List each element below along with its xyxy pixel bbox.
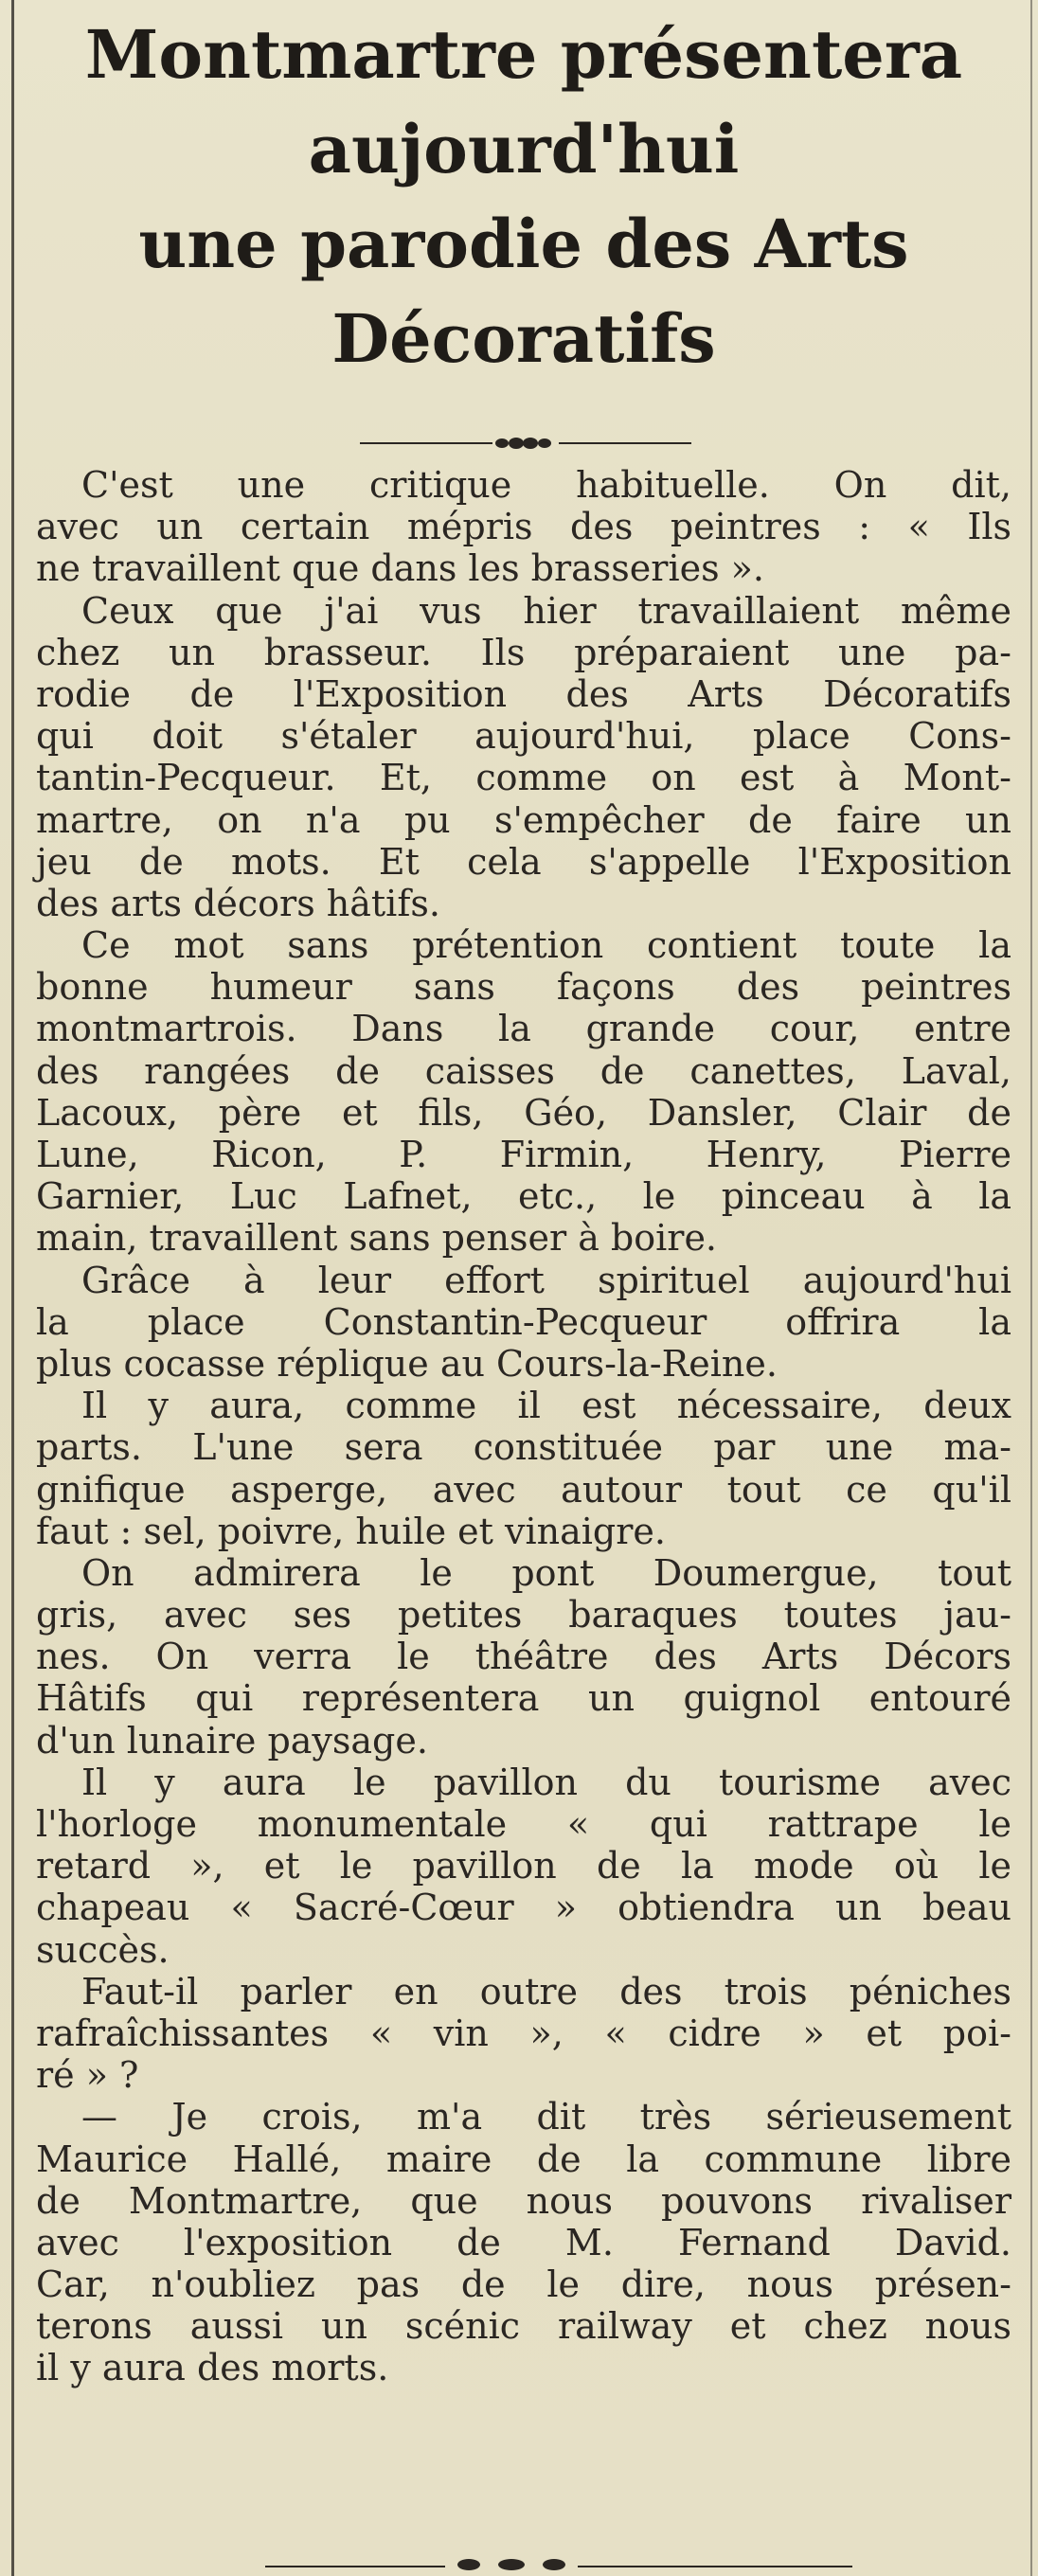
- article-line: des rangées de caisses de canettes, Laval,: [36, 1049, 1011, 1092]
- article-line: des arts décors hâtifs.: [36, 882, 440, 924]
- article-line: gnifique asperge, avec autour tout ce qu'il: [36, 1468, 1011, 1511]
- article-line: jeu de mots. Et cela s'appelle l'Exposition: [36, 840, 1011, 883]
- article-line: l'horloge monumentale « qui rattrape le: [36, 1803, 1011, 1845]
- bottom-rule-icon: [265, 2557, 852, 2570]
- article-line: succès.: [36, 1928, 170, 1971]
- article-line: Faut-il parler en outre des trois péniches: [81, 1970, 1011, 2012]
- article-line: C'est une critique habituelle. On dit,: [81, 464, 1011, 506]
- headline-line: Montmartre présentera: [84, 15, 963, 94]
- article-line: Hâtifs qui représentera un guignol entouré: [36, 1677, 1011, 1720]
- column-rule-left: [11, 0, 14, 2576]
- article-line: main, travaillent sans penser à boire.: [36, 1217, 718, 1260]
- article-line: Maurice Hallé, maire de la commune libre: [36, 2138, 1011, 2180]
- article-line: gris, avec ses petites baraques toutes jau-: [36, 1594, 1011, 1637]
- article-line: rodie de l'Exposition des Arts Décoratifs: [36, 672, 1011, 715]
- article-line: Lune, Ricon, P. Firmin, Henry, Pierre: [36, 1134, 1011, 1175]
- article-line: terons aussi un scénic railway et chez nous: [36, 2305, 1011, 2348]
- headline: [28, 8, 1019, 386]
- headline-line: Décoratifs: [331, 299, 716, 378]
- article-line: qui doit s'étaler aujourd'hui, place Cons-: [36, 715, 1011, 758]
- article-line: plus cocasse réplique au Cours-la-Reine.: [36, 1342, 778, 1385]
- article-line: avec un certain mépris des peintres : « Ils: [36, 506, 1011, 548]
- article-line: retard », et le pavillon de la mode où le: [36, 1845, 1011, 1887]
- article-line: Car, n'oubliez pas de le dire, nous présen-: [36, 2263, 1011, 2306]
- article-line: martre, on n'a pu s'empêcher de faire un: [36, 798, 1011, 841]
- article-line: — Je crois, m'a dit très sérieusement: [81, 2096, 1011, 2138]
- article-line: d'un lunaire paysage.: [36, 1719, 428, 1762]
- article-line: On admirera le pont Doumergue, tout: [81, 1551, 1011, 1594]
- article-line: parts. L'une sera constituée par une ma-: [36, 1426, 1011, 1469]
- article-line: il y aura des morts.: [36, 2347, 389, 2389]
- article-line: nes. On verra le théâtre des Arts Décors: [36, 1636, 1011, 1678]
- article-line: ne travaillent que dans les brasseries ».: [36, 547, 764, 590]
- ornamental-rule-icon: [360, 432, 691, 455]
- article-line: montmartrois. Dans la grande cour, entre: [36, 1008, 1011, 1050]
- headline-line: une parodie des Arts: [138, 205, 909, 283]
- article-body: [36, 464, 1011, 2389]
- article-line: tantin-Pecqueur. Et, comme on est à Mont-: [36, 757, 1011, 799]
- article-line: avec l'exposition de M. Fernand David.: [36, 2221, 1011, 2263]
- article-line: Lacoux, père et fils, Géo, Dansler, Clair de: [36, 1091, 1011, 1134]
- article-line: Il y aura, comme il est nécessaire, deux: [81, 1385, 1011, 1427]
- article-line: Ce mot sans prétention contient toute la: [81, 924, 1011, 967]
- article-line: de Montmartre, que nous pouvons rivaliser: [36, 2179, 1011, 2222]
- article-line: Ceux que j'ai vus hier travaillaient même: [81, 589, 1011, 632]
- article-line: la place Constantin-Pecqueur offrira la: [36, 1300, 1011, 1343]
- column-rule-right: [1030, 0, 1032, 2576]
- article-line: Grâce à leur effort spirituel aujourd'hui: [81, 1259, 1011, 1301]
- article-line: chez un brasseur. Ils préparaient une pa-: [36, 631, 1011, 673]
- article-line: rafraîchissantes « vin », « cidre » et poi-: [36, 2012, 1011, 2054]
- article-line: ré » ?: [36, 2054, 139, 2097]
- article-line: Garnier, Luc Lafnet, etc., le pinceau à la: [36, 1175, 1011, 1218]
- article-line: Il y aura le pavillon du tourisme avec: [81, 1761, 1011, 1803]
- article-line: chapeau « Sacré-Cœur » obtiendra un beau: [36, 1887, 1011, 1929]
- headline-line: aujourd'hui: [308, 110, 740, 188]
- article-line: bonne humeur sans façons des peintres: [36, 966, 1011, 1009]
- article-line: faut : sel, poivre, huile et vinaigre.: [36, 1510, 666, 1552]
